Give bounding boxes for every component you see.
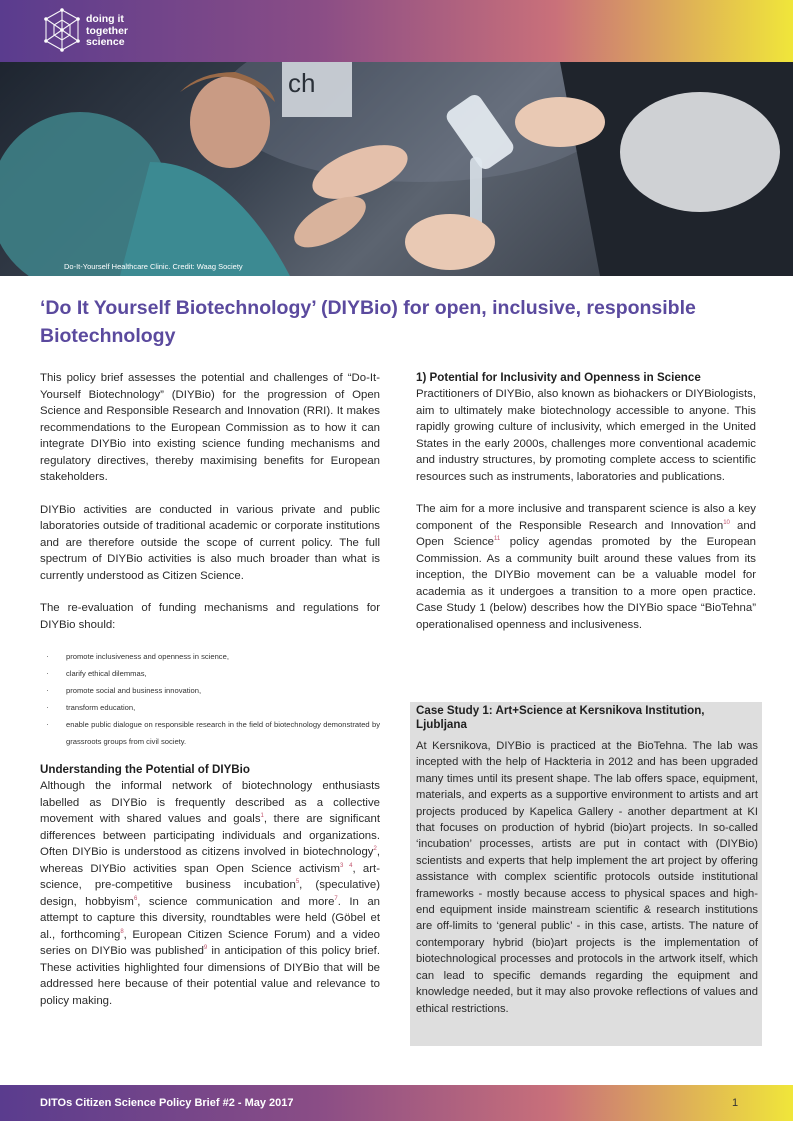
practitioners-paragraph: Practitioners of DIYBio, also known as biohackers or DIYBiologists, aim to ultimately make biotechnology accessible to anyone. This rapidly growing culture of inclusivity, which emerged in the United States in the early 2000s, challenges more conventional academic and industry structures, by promoting complete access to scientific resources such as instruments, laboratories and publications. [416,388,756,483]
list-item: · enable public dialogue on responsible research in the field of biotechnology demonstrated by grassroots groups from civil society. [46,719,380,746]
inclusivity-heading: 1) Potential for Inclusivity and Openness in Science [416,371,701,384]
right-column [416,370,756,633]
aim-paragraph: The aim for a more inclusive and transparent science is also a key component of the Responsible Research and Innovation$^{10}$ and Open Science$^{11}$ policy agendas promoted by the European Commission. As a community built around these values from its inception, the DIYBio movement can be a valuable model for academia as it undergoes a transition to a more open practice. Case Study 1 (below) describes how the DIYBio space “BioTehna” operationalised openness and inclusiveness. [416,503,756,631]
understanding-paragraph: Although the informal network of biotechnology enthusiasts labelled as DIYBio is frequently described as a collective movement with shared values and goals$^1$, there are significant differences between participating individuals and organizations. Often DIYBio is understood as citizens involved in biotechnology$^2$, whereas DIYBio activities span Open Science activism$^{3 4}$, art-science, pre-competitive business incubation$^5$, (speculative) design, hobbyism$^6$, science communication and more$^7$. In an attempt to capture this diversity, roundtables were held (Göbel et al., forthcoming$^8$, European Citizen Science Forum) and a video series on DIYBio was published$^9$ in anticipation of this policy brief. These activities highlighted four dimensions of DIYBio that will be addressed here because of their potential value and relevance to policy making. [40,780,381,1007]
page-title: ‘Do It Yourself Biotechnology’ (DIYBio) for open, inclusive, responsible Biotechnology [40,297,696,347]
list-item: · promote social and business innovation, [46,685,202,695]
page-number: 1 [732,1097,739,1109]
case-study-body: At Kersnikova, DIYBio is practiced at the BioTehna. The lab was incepted with the help of Hackteria in 2012 and has been upgraded many times until its present shape. The lab offers space, equipment, materials, and experts as a supportive environment to artists and art projects produced by Kapelica Gallery - another department at KI that focuses on production of hybrid (bio)art projects. In so-called ‘incubation’ processes, artists are put in contact with (DIYBio) scientists and experts that help implement the art project by offering assistance with complex scientific protocols outside institutional frameworks - mostly because access to physical spaces and high-end equipment inside mainstream scientific & research institutions are off-limits to ‘general public’ - in this case, artists. The nature of contemporary hybrid (bio)art projects is the implementation of biotechnological processes and protocols in the artwork itself, which can lead to specific demands regarding the equipment and knowledge needed, but it may also provoke reflections of values and ethical restrictions. [416,740,758,1015]
list-item: · transform education, [46,702,136,712]
logo-text [86,14,166,49]
intro-paragraph: This policy brief assesses the potential and challenges of “Do-It-Yourself Biotechnology” (DIYBio) for the progression of Open Science and Responsible Research and Innovation (RRI). It makes recommendations to the European Commission as to how it can integrate DIYBio into existing science funding mechanisms and regulatory directives, thereby maximising benefits for European stakeholders. [40,372,380,483]
logo-line-2: together [86,24,128,37]
photo-caption: Do-It-Yourself Healthcare Clinic. Credit: Waag Society [64,262,243,271]
activities-paragraph: DIYBio activities are conducted in various private and public laboratories outside of traditional academic or corporate institutions and are therefore outside the scope of current policy. The full spectrum of DIYBio activities is also much broader than what is currently understood as Citizen Science. [40,503,380,582]
list-item: · promote inclusiveness and openness in science, [46,651,229,661]
photo-sign-text: ch [288,68,316,98]
case-study-title: Case Study 1: Art+Science at Kersnikova Institution, Ljubljana [416,704,705,731]
ditos-logo-icon [42,8,82,54]
recommendation-list [40,648,380,750]
header-band [0,0,793,62]
logo-line-1: doing it [86,13,124,25]
list-item: · clarify ethical dilemmas, [46,668,147,678]
footer-text: DITOs Citizen Science Policy Brief #2 - May 2017 [40,1097,294,1109]
re-evaluation-paragraph: The re-evaluation of funding mechanisms and regulations for DIYBio should: [40,602,380,631]
understanding-heading: Understanding the Potential of DIYBio [40,763,250,776]
lab-photo-illustration [0,62,793,276]
logo-line-3: science [86,36,125,48]
header-photo [0,62,793,276]
left-column [40,370,380,1009]
